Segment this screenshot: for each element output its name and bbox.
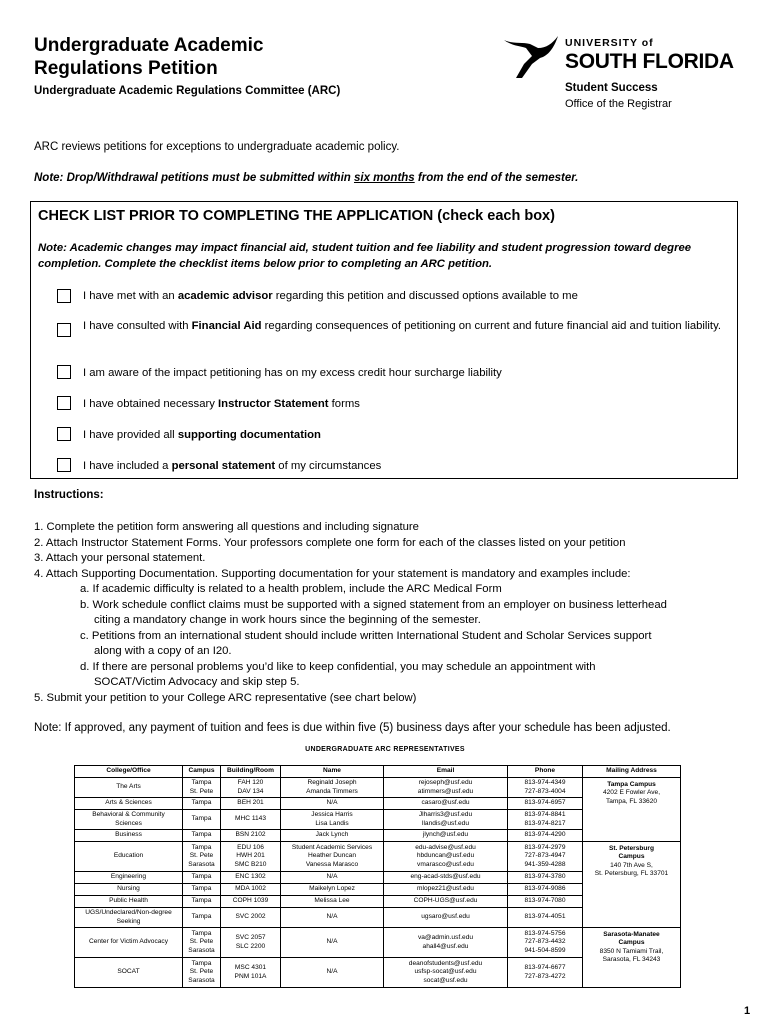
cell-room: EDU 106 HWH 201 SMC B210 — [221, 842, 281, 872]
cell-room: COPH 1039 — [221, 896, 281, 908]
cell-mailing-address — [583, 842, 681, 928]
cell-mailing-address — [583, 928, 681, 988]
checkbox-surcharge[interactable] — [57, 365, 71, 379]
checkbox-personal-statement[interactable] — [57, 458, 71, 472]
instruction-line: 3. Attach your personal statement. — [34, 552, 206, 564]
instructions-heading: Instructions: — [34, 489, 104, 501]
cell-phone: 813-974-2979 727-873-4947 941-359-4288 — [508, 842, 583, 872]
cell-name: N/A — [281, 958, 384, 988]
column-header: Building/Room — [221, 766, 281, 778]
cell-name: N/A — [281, 908, 384, 928]
cell-email: jlynch@usf.edu — [384, 830, 508, 842]
instruction-line: along with a copy of an I20. — [94, 645, 232, 657]
cell-room: SVC 2002 — [221, 908, 281, 928]
column-header: College/Office — [75, 766, 183, 778]
cell-campus: Tampa — [183, 884, 221, 896]
arc-representatives-table — [74, 765, 681, 988]
cell-college: Behavioral & Community Sciences — [75, 810, 183, 830]
column-header: Email — [384, 766, 508, 778]
cell-phone: 813-974-3780 — [508, 872, 583, 884]
mailing-address-lines: 8350 N Tamiami Trail, Sarasota, FL 34243 — [599, 947, 664, 964]
table-row — [75, 842, 681, 872]
cell-email: ugsaro@usf.edu — [384, 908, 508, 928]
instruction-line: 2. Attach Instructor Statement Forms. Your professors complete one form for each of the classes listed on your petition — [34, 537, 626, 549]
cell-room: MDA 1002 — [221, 884, 281, 896]
cell-name: N/A — [281, 798, 384, 810]
checklist-item: I have met with an academic advisor regarding this petition and discussed options available to me — [83, 290, 578, 302]
cell-room: SVC 2057 SLC 2200 — [221, 928, 281, 958]
cell-mailing-address — [583, 778, 681, 842]
logo-department: Student Success — [565, 82, 658, 94]
checklist-item: I have included a personal statement of my circumstances — [83, 460, 382, 472]
logo-name: SOUTH FLORIDA — [565, 50, 734, 73]
cell-campus: Tampa — [183, 896, 221, 908]
checklist-item: I have consulted with Financial Aid regarding consequences of petitioning on current and future financial aid and tuition liability. — [83, 320, 722, 332]
cell-phone: 813-974-9086 — [508, 884, 583, 896]
cell-phone: 813-974-6957 — [508, 798, 583, 810]
cell-name: Reginald Joseph Amanda Timmers — [281, 778, 384, 798]
payment-note: Note: If approved, any payment of tuition and fees is due within five (5) business days after your schedule has been adjusted. — [34, 722, 671, 734]
page-number: 1 — [744, 1005, 751, 1017]
cell-name: N/A — [281, 928, 384, 958]
cell-phone: 813-974-6677 727-873-4272 — [508, 958, 583, 988]
logo-office: Office of the Registrar — [565, 98, 672, 110]
cell-college: SOCAT — [75, 958, 183, 988]
instruction-line: a. If academic difficulty is related to a health problem, include the ARC Medical Form — [80, 583, 502, 595]
cell-campus: Tampa St. Pete Sarasota — [183, 958, 221, 988]
checklist-note: Note: Academic changes may impact financial aid, student tuition and fee liability and student progression toward degree completion. Complete the checklist items below prior to completing an ARC petition. — [38, 242, 692, 270]
cell-email: mlopez21@usf.edu — [384, 884, 508, 896]
table-row — [75, 928, 681, 958]
cell-room: MSC 4301 PNM 101A — [221, 958, 281, 988]
cell-college: Engineering — [75, 872, 183, 884]
cell-campus: Tampa — [183, 872, 221, 884]
cell-phone: 813-974-4051 — [508, 908, 583, 928]
mailing-campus-heading: Sarasota-Manatee Campus — [603, 931, 660, 947]
cell-room: ENC 1302 — [221, 872, 281, 884]
cell-room: BEH 201 — [221, 798, 281, 810]
mailing-campus-heading: Tampa Campus — [607, 781, 656, 788]
cell-campus: Tampa St. Pete — [183, 778, 221, 798]
cell-email: COPH-UGS@usf.edu — [384, 896, 508, 908]
checklist-item: I have obtained necessary Instructor Statement forms — [83, 398, 360, 410]
cell-college: Public Health — [75, 896, 183, 908]
cell-name: Jessica Harris Lisa Landis — [281, 810, 384, 830]
cell-phone: 813-974-7080 — [508, 896, 583, 908]
checkbox-supporting-documentation[interactable] — [57, 427, 71, 441]
cell-phone: 813-974-5756 727-873-4432 941-504-8599 — [508, 928, 583, 958]
instruction-line: b. Work schedule conflict claims must be supported with a signed statement from an employer on business letterhead — [80, 599, 667, 611]
cell-phone: 813-974-8841 813-974-8217 — [508, 810, 583, 830]
cell-room: BSN 2102 — [221, 830, 281, 842]
checklist-item: I am aware of the impact petitioning has on my excess credit hour surcharge liability — [83, 367, 502, 379]
instruction-line: d. If there are personal problems you’d like to keep confidential, you may schedule an appointment with — [80, 661, 596, 673]
cell-email: casaro@usf.edu — [384, 798, 508, 810]
cell-campus: Tampa St. Pete Sarasota — [183, 842, 221, 872]
cell-email: deanofstudents@usf.edu usfsp-socat@usf.edu socat@usf.edu — [384, 958, 508, 988]
cell-room: FAH 120 DAV 134 — [221, 778, 281, 798]
instruction-line: citing a mandatory change in work hours since the beginning of the semester. — [94, 614, 481, 626]
column-header: Name — [281, 766, 384, 778]
intro-text: ARC reviews petitions for exceptions to undergraduate academic policy. — [34, 141, 400, 153]
instruction-line: c. Petitions from an international student should include written International Student and Scholar Services support — [80, 630, 652, 642]
cell-campus: Tampa — [183, 830, 221, 842]
checklist-item: I have provided all supporting documentation — [83, 429, 321, 441]
cell-college: The Arts — [75, 778, 183, 798]
cell-phone: 813-974-4349 727-873-4004 — [508, 778, 583, 798]
logo-university: UNIVERSITY of — [565, 37, 654, 49]
column-header: Mailing Address — [583, 766, 681, 778]
cell-email: va@admin.usf.edu ahall4@usf.edu — [384, 928, 508, 958]
cell-name: Melissa Lee — [281, 896, 384, 908]
instruction-line: 4. Attach Supporting Documentation. Supporting documentation for your statement is mandatory and examples include: — [34, 568, 631, 580]
column-header: Phone — [508, 766, 583, 778]
usf-logo — [502, 32, 742, 114]
cell-college: Education — [75, 842, 183, 872]
mailing-address-lines: 140 7th Ave S, St. Petersburg, FL 33701 — [594, 861, 669, 878]
cell-name: Jack Lynch — [281, 830, 384, 842]
cell-email: eng-acad-stds@usf.edu — [384, 872, 508, 884]
bull-horns-icon — [502, 34, 560, 82]
cell-room: MHC 1143 — [221, 810, 281, 830]
mailing-address-lines: 4202 E Fowler Ave, Tampa, FL 33620 — [602, 789, 661, 805]
checkbox-academic-advisor[interactable] — [57, 289, 71, 303]
cell-campus: Tampa — [183, 810, 221, 830]
cell-name: Student Academic Services Heather Duncan Vanessa Marasco — [281, 842, 384, 872]
column-header: Campus — [183, 766, 221, 778]
cell-name: Maikelyn Lopez — [281, 884, 384, 896]
table-row — [75, 778, 681, 798]
cell-email: edu-advise@usf.edu hbduncan@usf.edu vmarasco@usf.edu — [384, 842, 508, 872]
cell-campus: Tampa St. Pete Sarasota — [183, 928, 221, 958]
mailing-campus-heading: St. Petersburg Campus — [608, 845, 655, 861]
cell-email: Jlharris3@usf.edu llandis@usf.edu — [384, 810, 508, 830]
checklist-title: CHECK LIST PRIOR TO COMPLETING THE APPLICATION (check each box) — [38, 208, 555, 224]
page-title: Undergraduate Academic Regulations Petition — [34, 35, 264, 79]
cell-campus: Tampa — [183, 798, 221, 810]
instruction-line: SOCAT/Victim Advocacy and skip step 5. — [94, 676, 300, 688]
table-title: UNDERGRADUATE ARC REPRESENTATIVES — [305, 746, 465, 753]
cell-phone: 813-974-4290 — [508, 830, 583, 842]
cell-college: UGS/Undeclared/Non-degree Seeking — [75, 908, 183, 928]
deadline-note: Note: Drop/Withdrawal petitions must be submitted within six months from the end of the semester. — [34, 172, 579, 184]
checkbox-instructor-statement[interactable] — [57, 396, 71, 410]
committee-subtitle: Undergraduate Academic Regulations Committee (ARC) — [34, 85, 341, 97]
cell-email: rejoseph@usf.edu atimmers@usf.edu — [384, 778, 508, 798]
checklist-panel — [30, 201, 738, 479]
table-header-row — [75, 766, 681, 778]
checkbox-financial-aid[interactable] — [57, 323, 71, 337]
cell-college: Arts & Sciences — [75, 798, 183, 810]
instruction-line: 5. Submit your petition to your College ARC representative (see chart below) — [34, 692, 417, 704]
cell-campus: Tampa — [183, 908, 221, 928]
cell-college: Business — [75, 830, 183, 842]
instruction-line: 1. Complete the petition form answering all questions and including signature — [34, 521, 419, 533]
cell-college: Nursing — [75, 884, 183, 896]
cell-college: Center for Victim Advocacy — [75, 928, 183, 958]
cell-name: N/A — [281, 872, 384, 884]
